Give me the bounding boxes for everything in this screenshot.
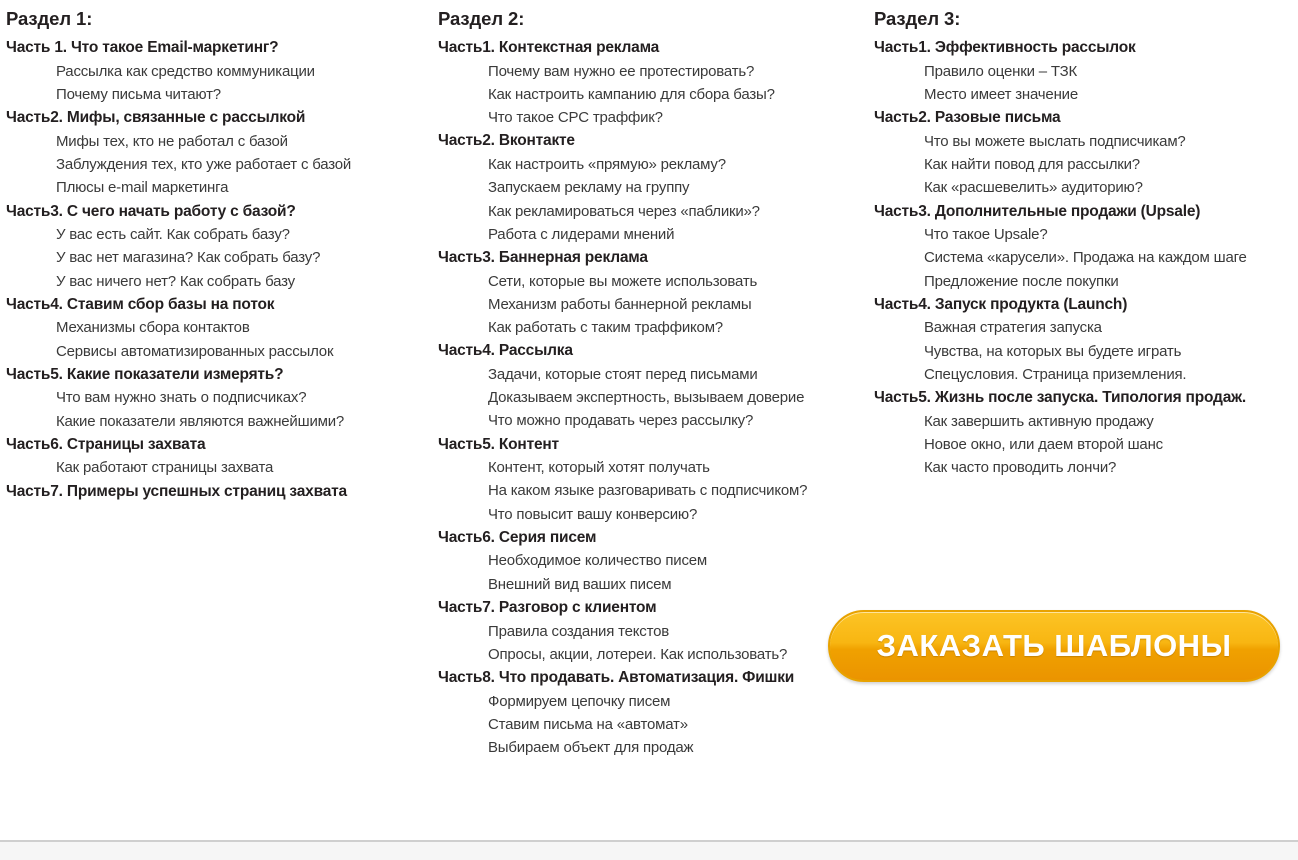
curriculum-part: Часть3. С чего начать работу с базой? — [6, 202, 296, 220]
curriculum-subitem: Работа с лидерами мнений — [488, 225, 675, 243]
order-templates-button[interactable]: ЗАКАЗАТЬ ШАБЛОНЫ — [828, 610, 1280, 682]
curriculum-subitem: Внешний вид ваших писем — [488, 575, 672, 593]
curriculum-part: Часть5. Какие показатели измерять? — [6, 365, 284, 383]
curriculum-subitem: Формируем цепочку писем — [488, 692, 671, 710]
curriculum-part: Часть 1. Что такое Email-маркетинг? — [6, 39, 279, 57]
curriculum-subitem: Как рекламироваться через «паблики»? — [488, 202, 760, 220]
curriculum-subitem: Как завершить активную продажу — [924, 412, 1154, 430]
curriculum-subitem: Спецусловия. Страница приземления. — [924, 365, 1187, 383]
curriculum-subitem: Как часто проводить лончи? — [924, 459, 1117, 477]
curriculum-subitem: У вас нет магазина? Как собрать базу? — [56, 249, 321, 267]
section-title-3: Раздел 3: — [874, 8, 961, 29]
curriculum-subitem: Рассылка как средство коммуникации — [56, 62, 315, 80]
curriculum-subitem: Что повысит вашу конверсию? — [488, 505, 698, 523]
curriculum-subitem: Плюсы e-mail маркетинга — [56, 179, 229, 197]
curriculum-subitem: Как работать с таким траффиком? — [488, 319, 723, 337]
curriculum-subitem: Как работают страницы захвата — [56, 459, 274, 477]
curriculum-part: Часть7. Разговор с клиентом — [438, 598, 657, 616]
curriculum-subitem: Сервисы автоматизированных рассылок — [56, 342, 334, 360]
curriculum-subitem: Контент, который хотят получать — [488, 459, 710, 477]
curriculum-subitem: Механизмы сбора контактов — [56, 319, 250, 337]
curriculum-subitem: Что вам нужно знать о подписчиках? — [56, 389, 307, 407]
curriculum-subitem: Как найти повод для рассылки? — [924, 156, 1140, 174]
curriculum-part: Часть2. Вконтакте — [438, 132, 575, 150]
curriculum-column-2 — [432, 8, 868, 759]
footer-divider — [0, 840, 1298, 860]
curriculum-subitem: Важная стратегия запуска — [924, 319, 1102, 337]
curriculum-subitem: Что такое CPC траффик? — [488, 109, 663, 127]
curriculum-subitem: Правила создания текстов — [488, 622, 670, 640]
curriculum-subitem: Опросы, акции, лотереи. Как использовать? — [488, 645, 788, 663]
curriculum-part: Часть3. Дополнительные продажи (Upsale) — [874, 202, 1201, 220]
curriculum-subitem: Предложение после покупки — [924, 272, 1119, 290]
curriculum-subitem: У вас ничего нет? Как собрать базу — [56, 272, 295, 290]
curriculum-part: Часть5. Контент — [438, 435, 559, 453]
section-list-1 — [6, 36, 432, 503]
curriculum-subitem: Почему вам нужно ее протестировать? — [488, 62, 755, 80]
section-title-1: Раздел 1: — [6, 8, 93, 29]
curriculum-subitem: Место имеет значение — [924, 85, 1078, 103]
curriculum-subitem: Необходимое количество писем — [488, 552, 708, 570]
curriculum-subitem: Задачи, которые стоят перед письмами — [488, 365, 758, 383]
curriculum-part: Часть2. Мифы, связанные с рассылкой — [6, 109, 306, 127]
curriculum-subitem: Механизм работы баннерной рекламы — [488, 295, 752, 313]
curriculum-subitem: Сети, которые вы можете использовать — [488, 272, 758, 290]
curriculum-subitem: Запускаем рекламу на группу — [488, 179, 690, 197]
section-list-2 — [438, 36, 868, 759]
curriculum-subitem: Доказываем экспертность, вызываем доверие — [488, 389, 805, 407]
curriculum-subitem: Мифы тех, кто не работал с базой — [56, 132, 288, 150]
curriculum-part: Часть7. Примеры успешных страниц захвата — [6, 482, 347, 500]
curriculum-subitem: Заблуждения тех, кто уже работает с базой — [56, 156, 352, 174]
curriculum-part: Часть5. Жизнь после запуска. Типология продаж. — [874, 389, 1247, 407]
curriculum-part: Часть6. Страницы захвата — [6, 435, 206, 453]
curriculum-subitem: Почему письма читают? — [56, 85, 221, 103]
curriculum-subitem: Ставим письма на «автомат» — [488, 715, 688, 733]
curriculum-subitem: Правило оценки – ТЗК — [924, 62, 1078, 80]
curriculum-part: Часть1. Контекстная реклама — [438, 39, 660, 57]
curriculum-subitem: Как настроить кампанию для сбора базы? — [488, 85, 775, 103]
curriculum-part: Часть8. Что продавать. Автоматизация. Фишки — [438, 669, 795, 687]
curriculum-subitem: Что вы можете выслать подписчикам? — [924, 132, 1186, 150]
curriculum-subitem: У вас есть сайт. Как собрать базу? — [56, 226, 290, 244]
curriculum-part: Часть6. Серия писем — [438, 528, 597, 546]
curriculum-part: Часть4. Рассылка — [438, 342, 573, 360]
curriculum-subitem: На каком языке разговаривать с подписчиком? — [488, 482, 808, 500]
curriculum-subitem: Система «карусели». Продажа на каждом шаге — [924, 249, 1247, 267]
curriculum-part: Часть4. Запуск продукта (Launch) — [874, 295, 1128, 313]
section-title-2: Раздел 2: — [438, 8, 525, 29]
curriculum-subitem: Какие показатели являются важнейшими? — [56, 412, 345, 430]
curriculum-part: Часть1. Эффективность рассылок — [874, 39, 1136, 57]
curriculum-subitem: Что такое Upsale? — [924, 226, 1048, 244]
curriculum-subitem: Что можно продавать через рассылку? — [488, 412, 754, 430]
curriculum-subitem: Как настроить «прямую» рекламу? — [488, 156, 726, 174]
curriculum-part: Часть4. Ставим сбор базы на поток — [6, 295, 275, 313]
curriculum-part: Часть3. Баннерная реклама — [438, 249, 648, 267]
curriculum-subitem: Как «расшевелить» аудиторию? — [924, 179, 1143, 197]
curriculum-subitem: Выбираем объект для продаж — [488, 739, 694, 757]
curriculum-subitem: Новое окно, или даем второй шанс — [924, 435, 1163, 453]
curriculum-column-3 — [868, 8, 1298, 479]
curriculum-subitem: Чувства, на которых вы будете играть — [924, 342, 1182, 360]
curriculum-part: Часть2. Разовые письма — [874, 109, 1061, 127]
curriculum-column-1 — [0, 8, 432, 503]
cta-container — [828, 610, 1280, 682]
section-list-3 — [874, 36, 1298, 479]
